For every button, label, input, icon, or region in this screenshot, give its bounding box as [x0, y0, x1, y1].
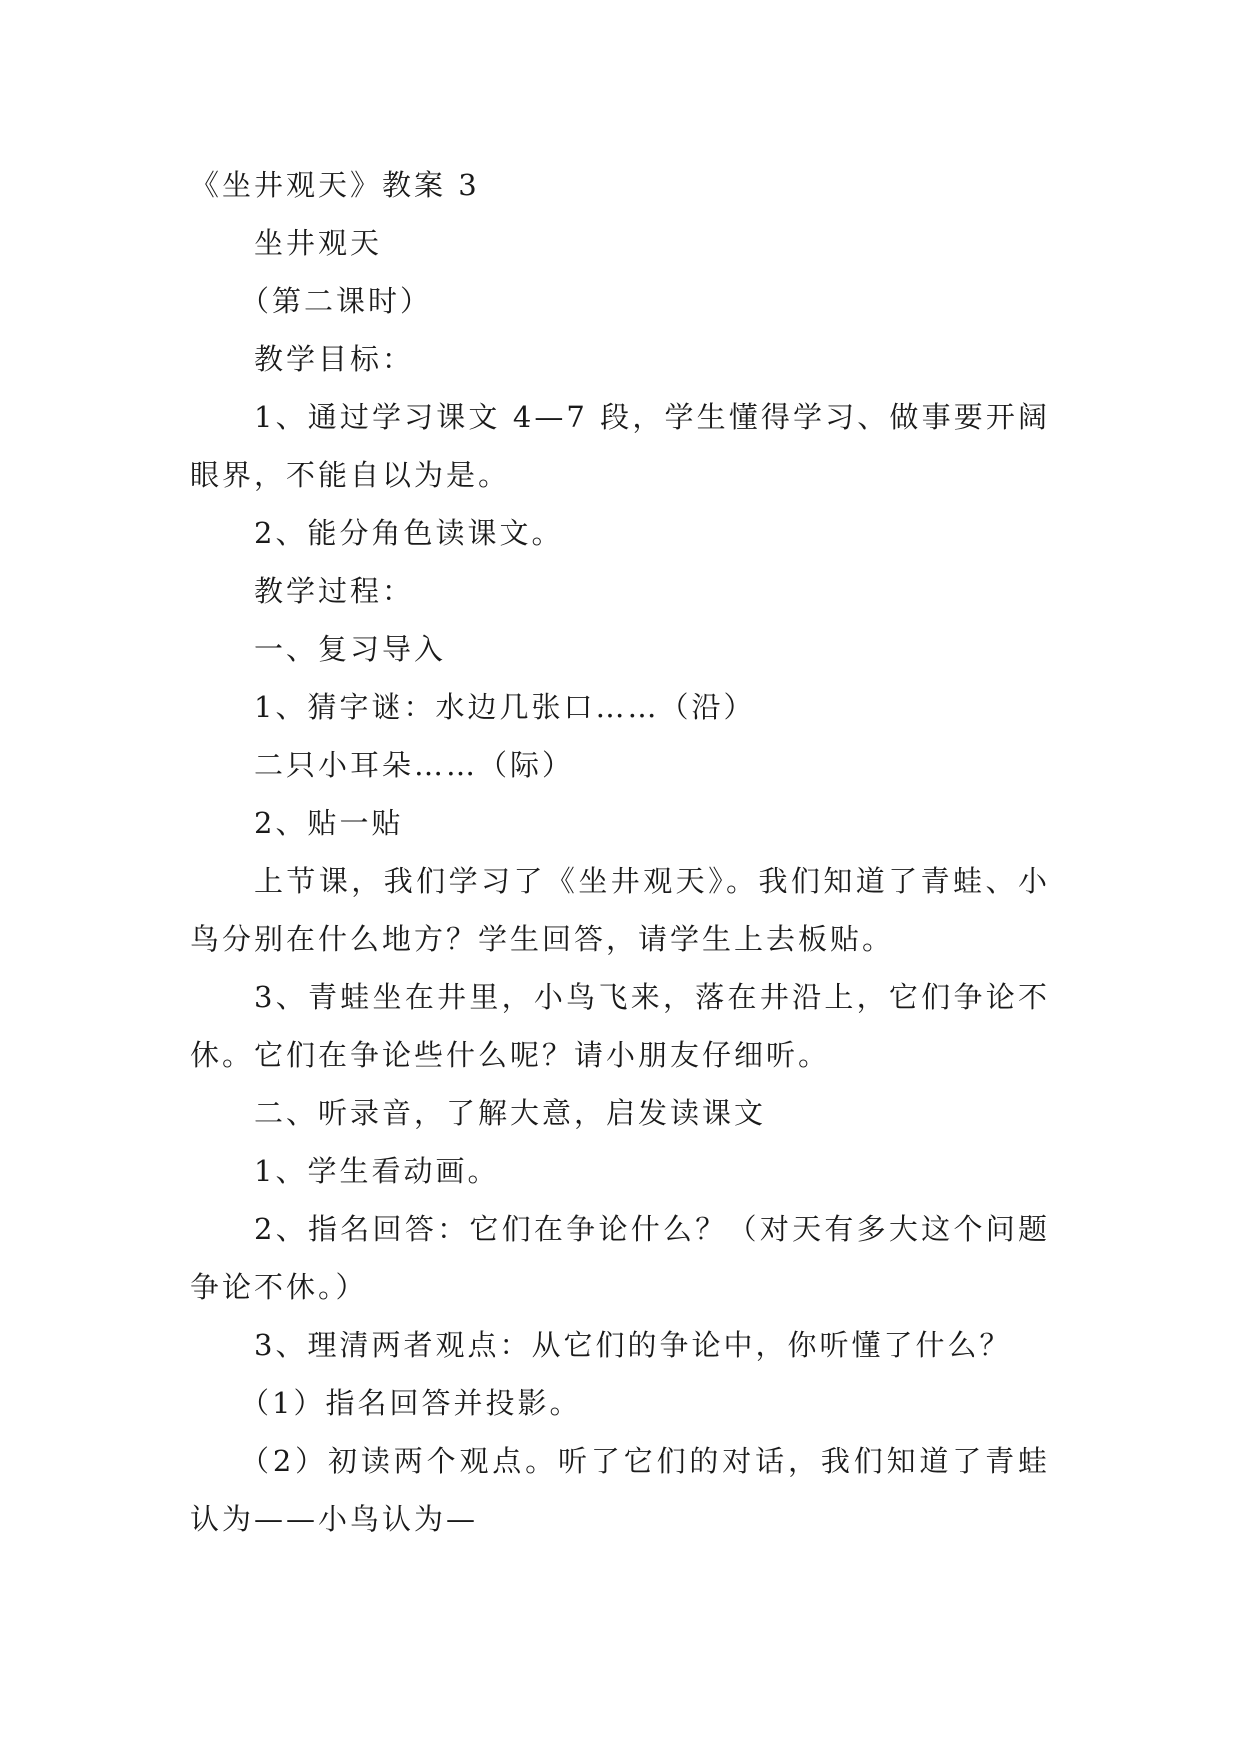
paragraph-section-2-heading: 二、听录音，了解大意，启发读课文: [254, 1096, 767, 1130]
paragraph-clarify-views: 3、理清两者观点：从它们的争论中，你听懂了什么？: [254, 1328, 1012, 1362]
paragraph-story-intro: 3、青蛙坐在井里，小鸟飞来，落在井沿上，它们争论不休。它们在争论些什么呢？请小朋友仔细听。: [190, 980, 1050, 1072]
document-body: [190, 156, 1050, 1548]
paragraph-lesson-period: （第二课时）: [240, 284, 433, 318]
paragraph-sub-2: （2）初读两个观点。听了它们的对话，我们知道了青蛙认为——小鸟认为—: [190, 1444, 1050, 1536]
paragraph-lesson-name: 坐井观天: [254, 226, 383, 260]
paragraph-process-heading: 教学过程：: [254, 574, 415, 608]
paragraph-watch-animation: 1、学生看动画。: [254, 1154, 500, 1188]
paragraph-stick-activity: 2、贴一贴: [254, 806, 404, 840]
paragraph-section-1-heading: 一、复习导入: [254, 632, 447, 666]
document-title: 《坐井观天》教案 3: [190, 168, 480, 202]
paragraph-sub-1: （1）指名回答并投影。: [240, 1386, 582, 1420]
paragraph-riddle-2: 二只小耳朵……（际）: [254, 748, 575, 782]
paragraph-riddle-1: 1、猜字谜：水边几张口……（沿）: [254, 690, 756, 724]
paragraph-review: 上节课，我们学习了《坐井观天》。我们知道了青蛙、小鸟分别在什么地方？学生回答，请学生上去板贴。: [190, 864, 1050, 956]
paragraph-answer-question: 2、指名回答：它们在争论什么？（对天有多大这个问题争论不休。）: [190, 1212, 1050, 1304]
paragraph-goal-1: 1、通过学习课文 4—7 段，学生懂得学习、做事要开阔眼界，不能自以为是。: [190, 400, 1050, 492]
paragraph-goals-heading: 教学目标：: [254, 342, 415, 376]
paragraph-goal-2: 2、能分角色读课文。: [254, 516, 564, 550]
